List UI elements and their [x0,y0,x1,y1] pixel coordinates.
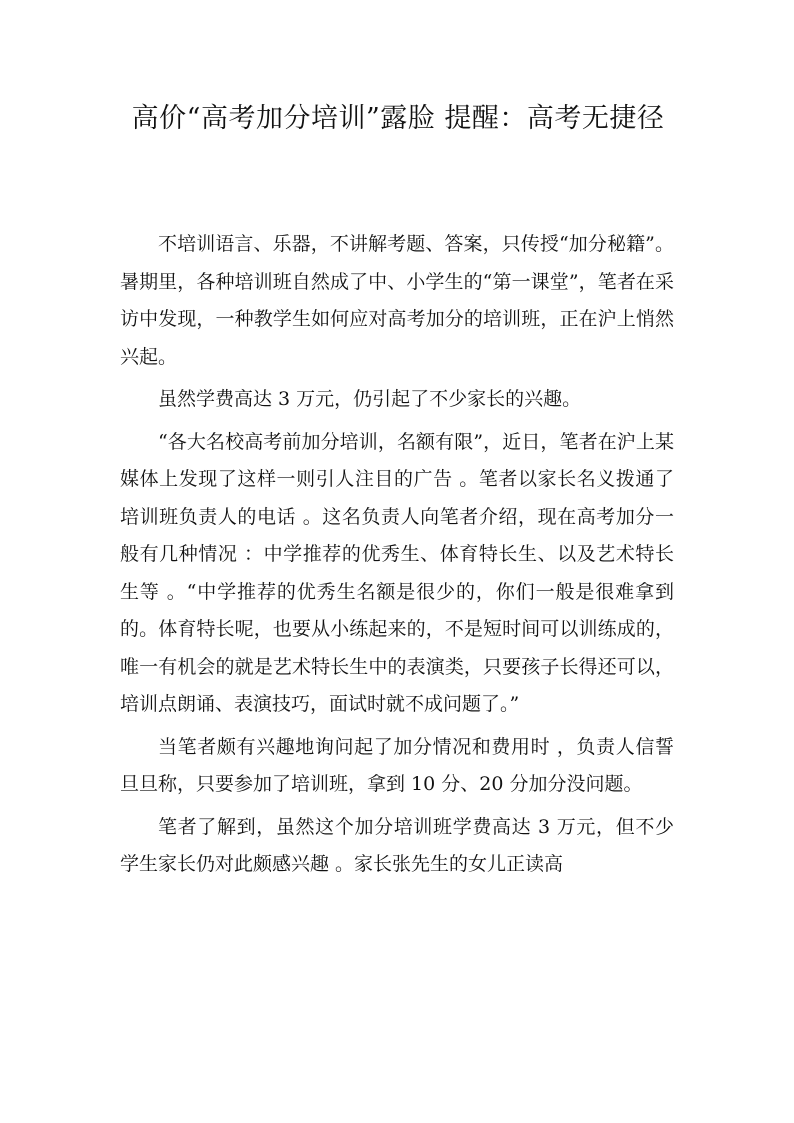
paragraph-2: 虽然学费高达 3 万元，仍引起了不少家长的兴趣。 [158,388,582,410]
document-body [120,226,674,889]
paragraph-1: 不培训语言、乐器，不讲解考题、答案，只传授“加分秘籍”。暑期里，各种培训班自然成了中、小学生的“第一课堂”，笔者在采访中发现，一种教学生如何应对高考加分的培训班，正在沪上悄然兴起。 [120,233,674,368]
paragraph-3: “各大名校高考前加分培训，名额有限”，近日，笔者在沪上某媒体上发现了这样一则引人注目的广告 。笔者以家长名义拨通了培训班负责人的电话 。这名负责人向笔者介绍，现在高考加分一般有几种情况 ：中学推荐的优秀生、体育特长生、以及艺术特长生等 。“中学推荐的优秀生名额是很少的，你们一般是很难拿到的。体育特长呢，也要从小练起来的，不是短时间可以训练成的，唯一有机会的就是艺术特长生中的表演类，只要孩子长得还可以，培训点朗诵、表演技巧，面试时就不成问题了。” [120,430,674,715]
document-title: 高价“高考加分培训”露脸 提醒：高考无捷径 [131,103,665,134]
paragraph-4: 当笔者颇有兴趣地询问起了加分情况和费用时 ，负责人信誓旦旦称，只要参加了培训班，拿到 10 分、20 分加分没问题。 [120,735,674,795]
paragraph-5: 笔者了解到，虽然这个加分培训班学费高达 3 万元，但不少学生家长仍对此颇感兴趣 。家长张先生的女儿正读高 [120,815,674,875]
